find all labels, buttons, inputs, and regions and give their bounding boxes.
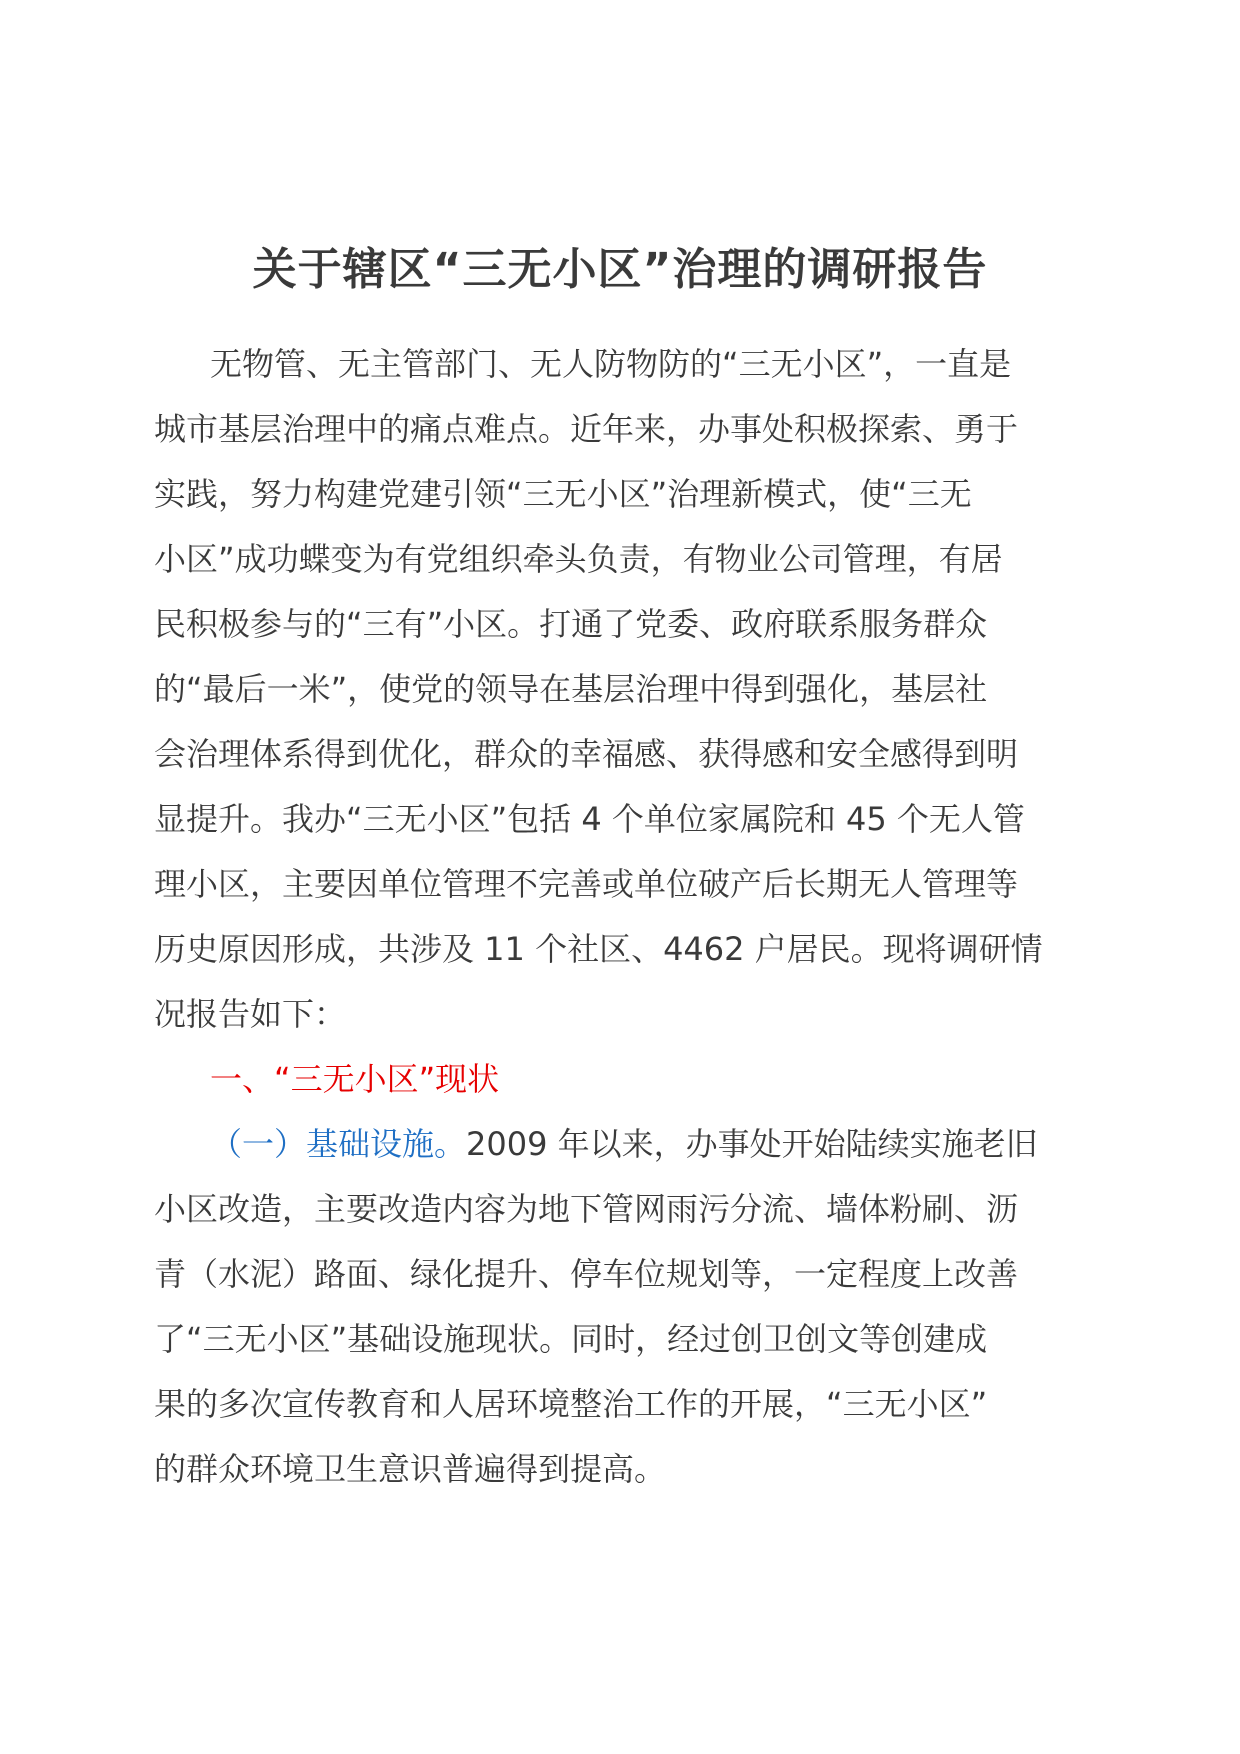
subsection-first-line [154, 1112, 1092, 1177]
subsection-heading: （一）基础设施。 [210, 1125, 467, 1163]
paragraph-line: 的“最后一米”，使党的领导在基层治理中得到强化，基层社 [154, 670, 988, 708]
paragraph-line: 实践，努力构建党建引领“三无小区”治理新模式，使“三无 [154, 475, 972, 513]
document-title: 关于辖区“三无小区”治理的调研报告 [252, 244, 988, 295]
section-heading: 一、“三无小区”现状 [210, 1060, 500, 1098]
paragraph-line: 民积极参与的“三有”小区。打通了党委、政府联系服务群众 [154, 605, 988, 643]
subsection-first-line-text: 2009 年以来，办事处开始陆续实施老旧 [466, 1125, 1038, 1163]
document-body [154, 332, 1092, 1502]
paragraph-line: 青（水泥）路面、绿化提升、停车位规划等，一定程度上改善 [154, 1255, 1019, 1293]
paragraph-line: 的群众环境卫生意识普遍得到提高。 [154, 1450, 667, 1488]
paragraph-line: 了“三无小区”基础设施现状。同时，经过创卫创文等创建成 [154, 1320, 988, 1358]
paragraph-line: 小区”成功蝶变为有党组织牵头负责，有物业公司管理，有居 [154, 540, 1003, 578]
paragraph-line: 会治理体系得到优化，群众的幸福感、获得感和安全感得到明 [154, 735, 1019, 773]
paragraph-line: 历史原因形成，共涉及 11 个社区、4462 户居民。现将调研情 [154, 930, 1043, 968]
paragraph-line: 况报告如下： [154, 995, 347, 1033]
paragraph-line: 无物管、无主管部门、无人防物防的“三无小区”，一直是 [210, 345, 1012, 383]
paragraph-line: 显提升。我办“三无小区”包括 4 个单位家属院和 45 个无人管 [154, 800, 1025, 838]
paragraph-line: 理小区，主要因单位管理不完善或单位破产后长期无人管理等 [154, 865, 1019, 903]
paragraph-line: 城市基层治理中的痛点难点。近年来，办事处积极探索、勇于 [154, 410, 1019, 448]
paragraph-line: 果的多次宣传教育和人居环境整治工作的开展，“三无小区” [154, 1385, 988, 1423]
paragraph-line: 小区改造，主要改造内容为地下管网雨污分流、墙体粉刷、沥 [154, 1190, 1019, 1228]
